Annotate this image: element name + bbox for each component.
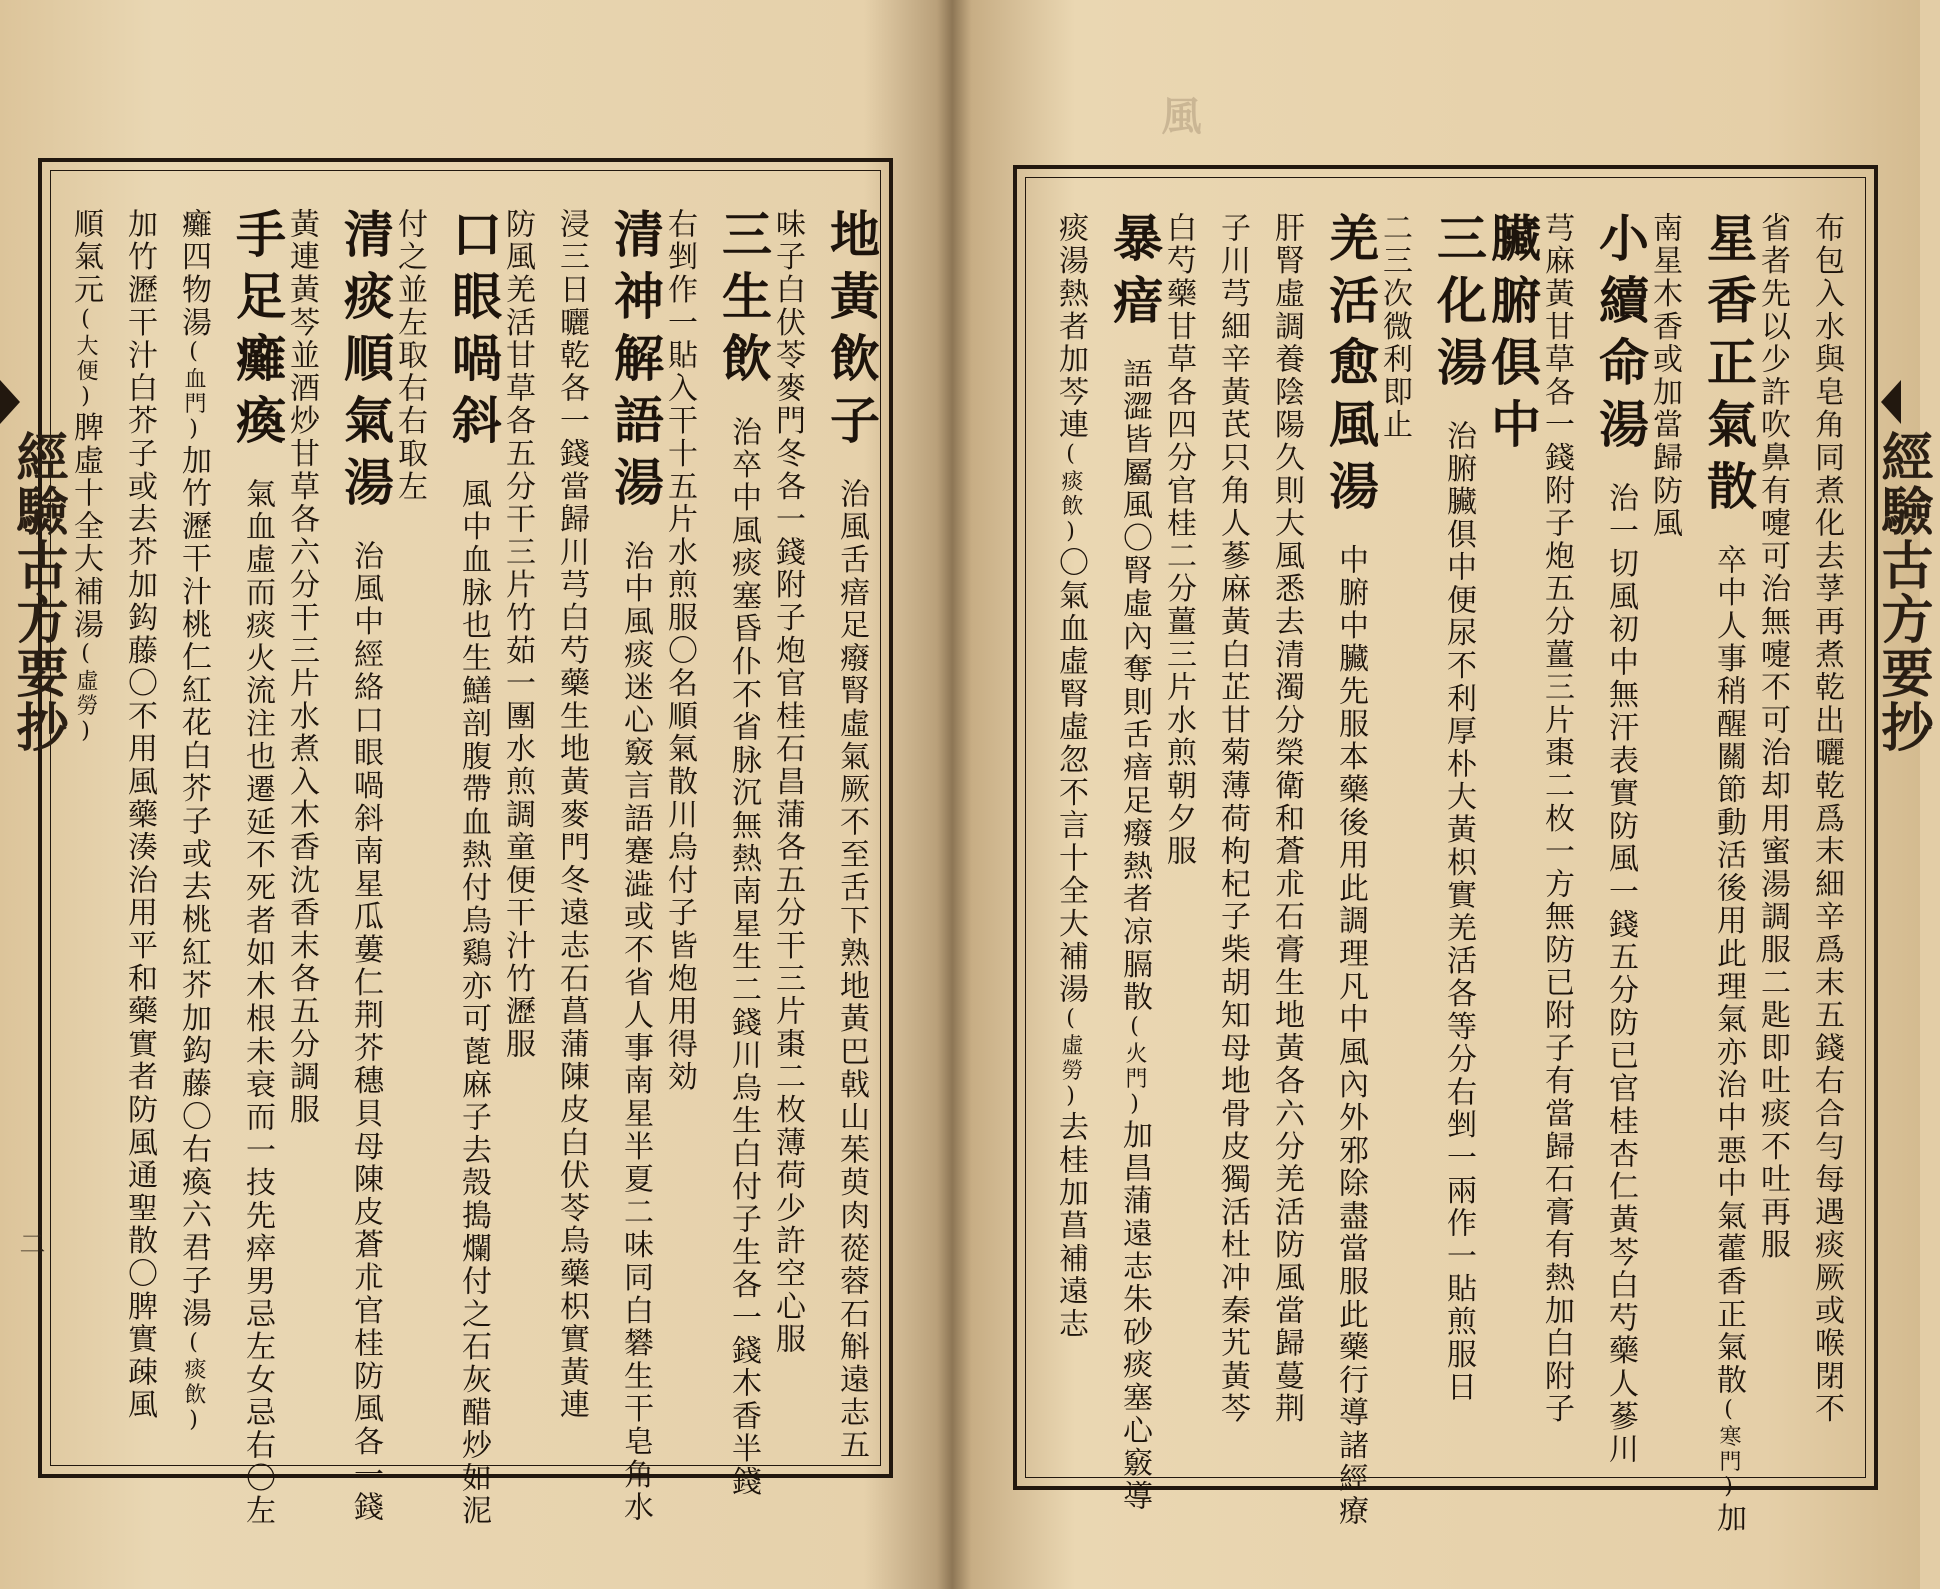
column-text: 加竹瀝干汁白芥子或去芥加鈎藤〇不用風藥湊治用平和藥實者防風通聖散〇脾實疎風 <box>122 208 157 1422</box>
column-text: 治風中經絡口眼喎斜南星瓜蔞仁荆芥穗貝母陳皮蒼朮官桂防風各一錢 <box>348 540 383 1524</box>
column-text: 去桂加菖補遠志 <box>1053 1111 1088 1341</box>
right_page-column-1 <box>1755 212 1790 1262</box>
column-text: 省者先以少許吹鼻有嚏可治無嚏不可治却用蜜湯調服二匙即吐痰不吐再服 <box>1755 212 1790 1262</box>
left_page-column-3 <box>662 208 697 1094</box>
right_page-column-2 <box>1699 212 1758 1535</box>
column-text: 〇氣血虛腎虛忽不言十全大補湯 <box>1053 546 1088 1007</box>
column-text: 痰湯熱者加芩連 <box>1053 212 1088 442</box>
left_page-column-10 <box>284 208 319 1127</box>
left-margin-title: 經驗古方要抄 <box>7 430 68 754</box>
headword: 三化湯 <box>1429 212 1488 398</box>
left-page-number: 二 <box>15 1230 45 1256</box>
column-text: 脾虛十全大補湯 <box>68 411 103 642</box>
annotation: (血門) <box>181 339 206 445</box>
column-text: 癱四物湯 <box>176 208 211 340</box>
right_page-column-5 <box>1539 212 1574 1426</box>
annotation: (虛勞) <box>73 641 98 747</box>
column-text: 治卒中風痰塞昏仆不省脉沉無熱南星生二錢川烏生白付子生各一錢木香半錢 <box>726 416 761 1499</box>
right-page <box>965 0 1933 1589</box>
left_page-column-1 <box>770 208 805 1356</box>
left_page-column-5 <box>554 208 589 1422</box>
left_page-column-2 <box>714 208 773 1499</box>
column-text: 順氣元 <box>68 208 103 307</box>
annotation: (虛勞) <box>1058 1006 1083 1112</box>
annotation: (痰飲) <box>1058 441 1083 547</box>
column-text: 防風羌活甘草各五分干三片竹茹一團水煎調童便干汁竹瀝服 <box>500 208 535 1061</box>
annotation: (寒門) <box>1716 1396 1741 1503</box>
left_page-column-11 <box>228 208 287 1528</box>
column-text: 氣血虛而痰火流注也遷延不死者如木根未衰而一技先瘁男忌左女忌右〇左 <box>240 478 275 1528</box>
column-text: 肝腎虛調養陰陽久則大風悉去清濁分榮衛和蒼朮石膏生地黃各六分羌活防風當歸蔓荆 <box>1269 212 1304 1426</box>
column-text: 子川芎細辛黃芪只角人蔘麻黃白芷甘菊薄荷枸杞子柴胡知母地骨皮獨活杜冲秦艽黃芩 <box>1215 212 1250 1426</box>
left_page-column-14 <box>68 208 103 747</box>
left_page-column-8 <box>392 208 427 504</box>
left_page-column-12 <box>176 208 211 1436</box>
headword: 星香正氣散 <box>1699 212 1758 522</box>
right_page-column-10 <box>1269 212 1304 1426</box>
headword: 臟腑俱中 <box>1483 212 1542 460</box>
left_page-column-7 <box>444 208 503 1528</box>
column-text: 治一切風初中無汗表實防風一錢五分防已官桂杏仁黃芩白芍藥人蔘川 <box>1603 482 1638 1466</box>
headword: 小續命湯 <box>1591 212 1650 460</box>
headword: 清神解語湯 <box>606 208 665 518</box>
column-text: 加 <box>1711 1502 1746 1535</box>
annotation: (大便) <box>73 306 98 412</box>
column-text: 付之並左取右右取左 <box>392 208 427 504</box>
headword: 手足癱瘓 <box>228 208 287 456</box>
headword: 清痰順氣湯 <box>336 208 395 518</box>
left-page <box>0 0 955 1589</box>
right_page-column-11 <box>1215 212 1250 1426</box>
annotation: (痰飲) <box>181 1330 206 1436</box>
right_page-column-9 <box>1321 212 1380 1528</box>
left-margin-wedge <box>0 380 20 424</box>
right-margin-wedge <box>1881 380 1901 424</box>
annotation: (火門) <box>1122 1014 1147 1120</box>
column-text: 語澀皆屬風〇腎虛內奪則舌瘖足癈熱者凉膈散 <box>1117 358 1152 1014</box>
left_page-column-4 <box>606 208 665 1524</box>
right_page-column-13 <box>1105 212 1164 1513</box>
right_page-column-12 <box>1161 212 1196 868</box>
right-margin-title: 經驗古方要抄 <box>1872 430 1933 754</box>
column-text: 芎麻黃甘草各一錢附子炮五分薑三片棗二枚一方無防已附子有當歸石膏有熱加白附子 <box>1539 212 1574 1426</box>
column-text: 右剉作一貼入干十五片水煎服〇名順氣散川烏付子皆炮用得効 <box>662 208 697 1094</box>
headword: 羌活愈風湯 <box>1321 212 1380 522</box>
column-text: 白芍藥甘草各四分官桂二分薑三片水煎朝夕服 <box>1161 212 1196 868</box>
headword: 三生飲 <box>714 208 773 394</box>
left_page-column-6 <box>500 208 535 1061</box>
right_page-column-7 <box>1429 212 1488 1404</box>
column-text: 浸三日曬乾各一錢當歸川芎白芍藥生地黃麥門冬遠志石菖蒲陳皮白伏苓烏藥枳實黃連 <box>554 208 589 1422</box>
column-text: 治風舌瘖足癈腎虛氣厥不至舌下熟地黃巴戟山茱萸肉蓯蓉石斛遠志五 <box>834 478 869 1462</box>
headword: 暴瘖 <box>1105 212 1164 336</box>
column-text: 治中風痰迷心竅言語蹇澁或不省人事南星半夏二味同白礬生干皂角水 <box>618 540 653 1524</box>
right_page-column-0 <box>1809 212 1844 1426</box>
right_page-column-14 <box>1053 212 1088 1341</box>
column-text: 風中血脉也生鱔剖腹帶血熱付烏鷄亦可蓖麻子去殼搗爛付之石灰醋炒如泥 <box>456 478 491 1528</box>
left_page-column-0 <box>822 208 881 1462</box>
column-text: 二三次微利即止 <box>1377 212 1412 442</box>
left_page-column-9 <box>336 208 395 1524</box>
right_page-column-6 <box>1483 212 1542 460</box>
column-text: 中腑中臟先服本藥後用此調理凡中風內外邪除盡當服此藥行導諸經療 <box>1333 544 1368 1528</box>
column-text: 加昌蒲遠志朱砂痰塞心竅導 <box>1117 1119 1152 1513</box>
headword: 地黃飲子 <box>822 208 881 456</box>
column-text: 治腑臟俱中便尿不利厚朴大黃枳實羌活各等分右剉一兩作一貼煎服日 <box>1441 420 1476 1404</box>
right_page-column-4 <box>1591 212 1650 1466</box>
column-text: 布包入水與皂角同煮化去莩再煮乾出曬乾爲末細辛爲末五錢右合勻每遇痰厥或喉閉不 <box>1809 212 1844 1426</box>
left_page-column-13 <box>122 208 157 1422</box>
column-text: 味子白伏苓麥門冬各一錢附子炮官桂石昌蒲各五分干三片棗二枚薄荷少許空心服 <box>770 208 805 1356</box>
right_page-column-8 <box>1377 212 1412 442</box>
headword: 口眼喎斜 <box>444 208 503 456</box>
bleed-through-mark: 風 <box>1155 95 1202 135</box>
column-text: 卒中人事稍醒關節動活後用此理氣亦治中悪中氣藿香正氣散 <box>1711 544 1746 1397</box>
column-text: 南星木香或加當歸防風 <box>1647 212 1682 540</box>
column-text: 加竹瀝干汁桃仁紅花白芥子或去桃紅芥加鈎藤〇右瘓六君子湯 <box>176 444 211 1331</box>
right_page-column-3 <box>1647 212 1682 540</box>
column-text: 黃連黃芩並酒炒甘草各六分干三片水煮入木香沈香末各五分調服 <box>284 208 319 1127</box>
